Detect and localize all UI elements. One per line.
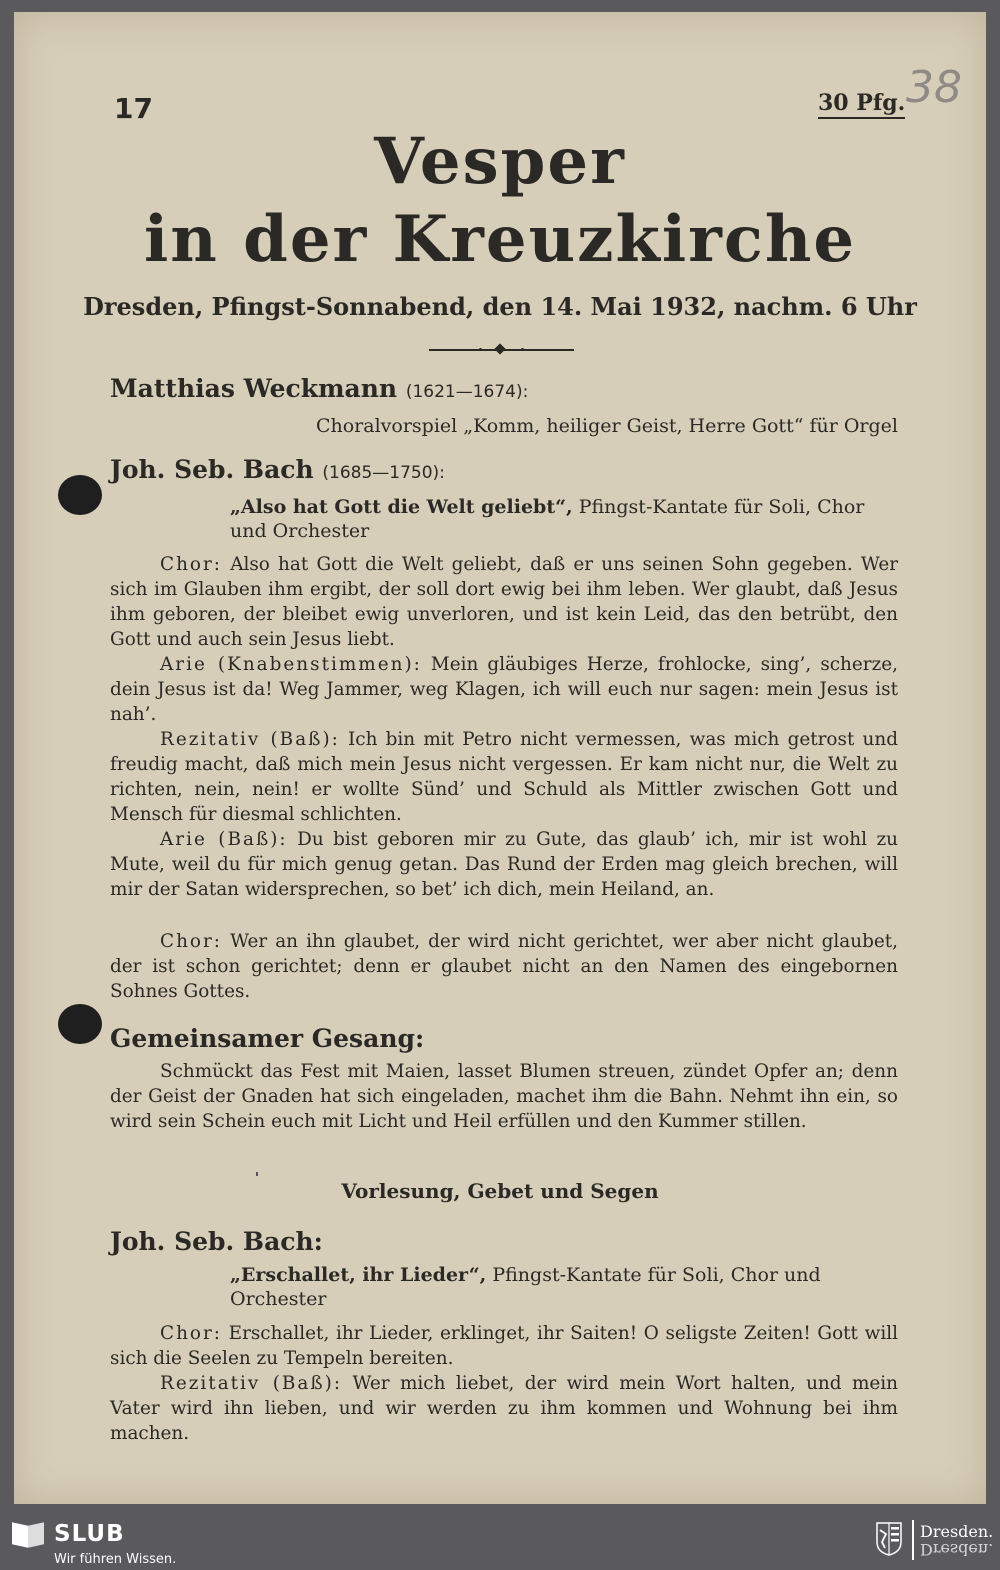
composer-dates: (1685—1750): bbox=[322, 463, 445, 483]
section-text: Ich bin mit Petro nicht vermessen, was mich getrost und freudig macht, daß mich mein Jesus nicht vergessen. Er kam nicht nur, die Welt zu richten, nein, nein! er wollte Sünd’ und Schuld als Mittler zwischen Gott und Mensch für diesmal schlichten. bbox=[110, 729, 898, 825]
text-chor-3 bbox=[110, 1322, 898, 1372]
work-erschallet bbox=[230, 1263, 898, 1311]
composer-bach-2 bbox=[110, 1227, 323, 1256]
program-sheet bbox=[14, 12, 986, 1504]
title-kreuzkirche: in der Kreuzkirche bbox=[143, 202, 857, 277]
slub-slogan: Wir führen Wissen. bbox=[54, 1552, 177, 1567]
text-rezitativ-2 bbox=[110, 1372, 898, 1447]
text-arie-bass bbox=[110, 828, 898, 903]
work-description: Pfingst-Kantate für Soli, Chor und Orchester bbox=[230, 1264, 821, 1310]
dresden-logo-text[interactable]: Dresden. bbox=[920, 1522, 994, 1541]
price-label: 30 Pfg. bbox=[818, 90, 905, 119]
punch-hole bbox=[58, 475, 102, 515]
hymn-heading: Gemeinsamer Gesang: bbox=[110, 1024, 425, 1053]
page-number: 17 bbox=[114, 92, 153, 125]
slub-logo-text[interactable]: SLUB bbox=[54, 1521, 125, 1547]
event-date-line: Dresden, Pfingst-Sonnabend, den 14. Mai 1932, nachm. 6 Uhr bbox=[83, 292, 917, 321]
punch-hole bbox=[58, 1004, 102, 1044]
hymn-text bbox=[110, 1060, 898, 1135]
composer-name: Matthias Weckmann bbox=[110, 374, 398, 403]
section-label: Rezitativ (Baß): bbox=[160, 729, 340, 750]
section-text: Also hat Gott die Welt geliebt, daß er uns seinen Sohn gegeben. Wer sich im Glauben ihm ergibt, der soll dort ewig bei ihm leben. Wer glaubt, daß Jesus ihm geboren, der bleibet ewig unverloren, und ist kein Leid, das den betrübt, den Gott und auch sein Jesus liebt. bbox=[110, 554, 898, 650]
section-label: Chor: bbox=[160, 931, 222, 952]
composer-dates: (1621—1674): bbox=[405, 382, 529, 402]
section-label: Chor: bbox=[160, 554, 222, 575]
section-label: Arie (Knabenstimmen): bbox=[160, 654, 422, 675]
title-vesper: Vesper bbox=[374, 124, 626, 199]
section-text: Wer an ihn glaubet, der wird nicht gerichtet, wer aber nicht glaubet, der ist schon gerichtet; denn er glaubet nicht an den Namen des eingebornen Sohnes Gottes. bbox=[110, 931, 898, 1002]
composer-name: Joh. Seb. Bach: bbox=[110, 1227, 323, 1256]
composer-name: Joh. Seb. Bach bbox=[110, 455, 314, 484]
dresden-logo-reflection: Dresden. bbox=[920, 1540, 994, 1559]
reading-heading: Vorlesung, Gebet und Segen bbox=[341, 1179, 659, 1203]
section-text: Mein gläubiges Herze, frohlocke, sing’, scherze, dein Jesus ist da! Weg Jammer, weg Klagen, ich will euch nur sagen: mein Jesus ist nah’. bbox=[110, 654, 898, 725]
section-label: Rezitativ (Baß): bbox=[160, 1373, 343, 1394]
text-chor-1 bbox=[110, 553, 898, 653]
work-description: Pfingst-Kantate für Soli, Chor und Orchester bbox=[230, 496, 865, 542]
text-arie-knaben bbox=[110, 653, 898, 728]
stray-mark bbox=[256, 1172, 258, 1176]
composer-weckmann bbox=[110, 374, 528, 403]
text-rezitativ-1 bbox=[110, 728, 898, 828]
work-choralvorspiel: Choralvorspiel „Komm, heiliger Geist, Herre Gott“ für Orgel bbox=[315, 415, 898, 437]
text-chor-2 bbox=[110, 930, 898, 1005]
handwritten-number: 38 bbox=[906, 62, 962, 113]
logo-separator bbox=[912, 1520, 914, 1560]
ornament-divider bbox=[429, 345, 574, 355]
section-label: Chor: bbox=[160, 1323, 222, 1344]
composer-bach-1 bbox=[110, 455, 445, 484]
section-text: Du bist geboren mir zu Gute, das glaub’ ich, mir ist wohl zu Mute, weil du für mich genug getan. Das Rund der Erden mag gleich brechen, will mir der Satan widersprechen, so bet’ ich dich, mein Heiland, an. bbox=[110, 829, 898, 900]
work-also-hat-gott bbox=[230, 495, 898, 543]
work-title: „Erschallet, ihr Lieder“, bbox=[230, 1264, 487, 1286]
section-text: Erschallet, ihr Lieder, erklinget, ihr Saiten! O seligste Zeiten! Gott will sich die Seelen zu Tempeln bereiten. bbox=[110, 1323, 898, 1369]
viewer-footer bbox=[0, 1516, 1000, 1570]
section-label: Arie (Baß): bbox=[160, 829, 288, 850]
section-text: Wer mich liebet, der wird mein Wort halten, und mein Vater wird ihn lieben, und wir werden zu ihm kommen und Wohnung bei ihm machen. bbox=[110, 1373, 898, 1444]
section-text: Schmückt das Fest mit Maien, lasset Blumen streuen, zündet Opfer an; denn der Geist der Gnaden hat sich eingeladen, machet ihm die Bahn. Nehmt ihn ein, so wird sein Schein euch mit Licht und Heil erfüllen und den Kummer stillen. bbox=[110, 1061, 898, 1132]
dresden-crest-icon bbox=[876, 1522, 902, 1556]
book-icon[interactable] bbox=[12, 1520, 42, 1548]
work-title: „Also hat Gott die Welt geliebt“, bbox=[230, 496, 573, 518]
